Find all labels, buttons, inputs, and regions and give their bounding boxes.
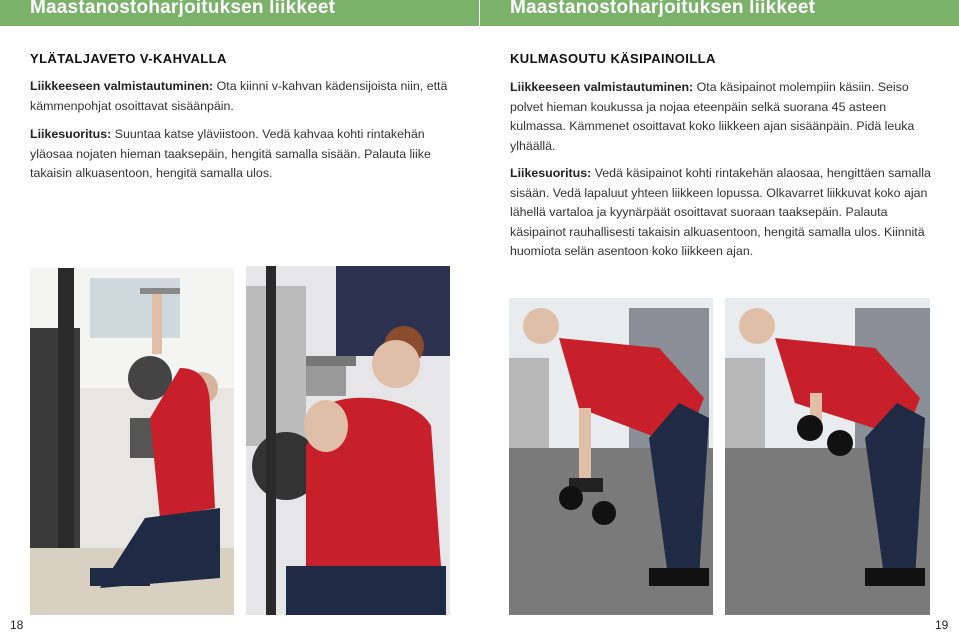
right-exec-text: Vedä käsipainot kohti rintakehän alaosaa, hengittäen samalla sisään. Vedä lapaluut yhteen liikkeen lopussa. Olkavarret liikkuvat koko ajan lähellä vartaloa ja kyynärpäät osoittavat suoraan taaksepäin. Palauta käsipainot rauhallisesti takaisin alkuasentoon, hengitä samalla ulos. Kiinnitä huomiota selän asentoon koko liikkeen ajan. — [510, 166, 931, 258]
right-exec-paragraph — [510, 164, 935, 262]
left-prep-text: Ota kiinni v-kahvan kädensijoista niin, että kämmenpohjat osoittavat sisäänpäin. — [30, 79, 448, 113]
left-page — [0, 0, 479, 633]
left-section-title: YLÄTALJAVETO V-KAHVALLA — [30, 51, 227, 66]
left-exec-text: Suuntaa katse yläviistoon. Vedä kahvaa kohti rintakehän yläosaa nojaten hieman taaksepäin, hengitä samalla sisään. Palauta liike takaisin alkuasentoon, hengitä samalla ulos. — [30, 127, 431, 180]
left-page-number: 18 — [10, 618, 24, 632]
left-page-header — [0, 0, 479, 26]
right-exec-label: Liikesuoritus: — [510, 166, 592, 180]
left-exec-paragraph — [30, 125, 455, 184]
right-section-title: KULMASOUTU KÄSIPAINOILLA — [510, 51, 716, 66]
left-prep-label: Liikkeeseen valmistautuminen: — [30, 79, 214, 93]
right-header-title: Maastanostoharjoituksen liikkeet — [510, 0, 816, 18]
right-page-header — [480, 0, 959, 26]
left-header-title: Maastanostoharjoituksen liikkeet — [30, 0, 336, 18]
right-prep-text: Ota käsipainot molempiin käsiin. Seiso polvet hieman koukussa ja nojaa eteenpäin selkä suorana 45 asteen kulmassa. Kämmenet osoittavat koko liikkeen ajan sisäänpäin. Pidä leuka ylhäällä. — [510, 80, 915, 153]
lat-pulldown-start-photo — [30, 268, 234, 615]
dumbbell-row-end-photo — [725, 298, 930, 615]
right-page-number: 19 — [935, 618, 949, 632]
left-prep-paragraph — [30, 77, 455, 116]
right-page — [480, 0, 959, 633]
right-prep-label: Liikkeeseen valmistautuminen: — [510, 80, 694, 94]
lat-pulldown-end-photo — [246, 266, 450, 615]
left-exec-label: Liikesuoritus: — [30, 127, 112, 141]
right-prep-paragraph — [510, 78, 935, 156]
dumbbell-row-start-photo — [509, 298, 713, 615]
